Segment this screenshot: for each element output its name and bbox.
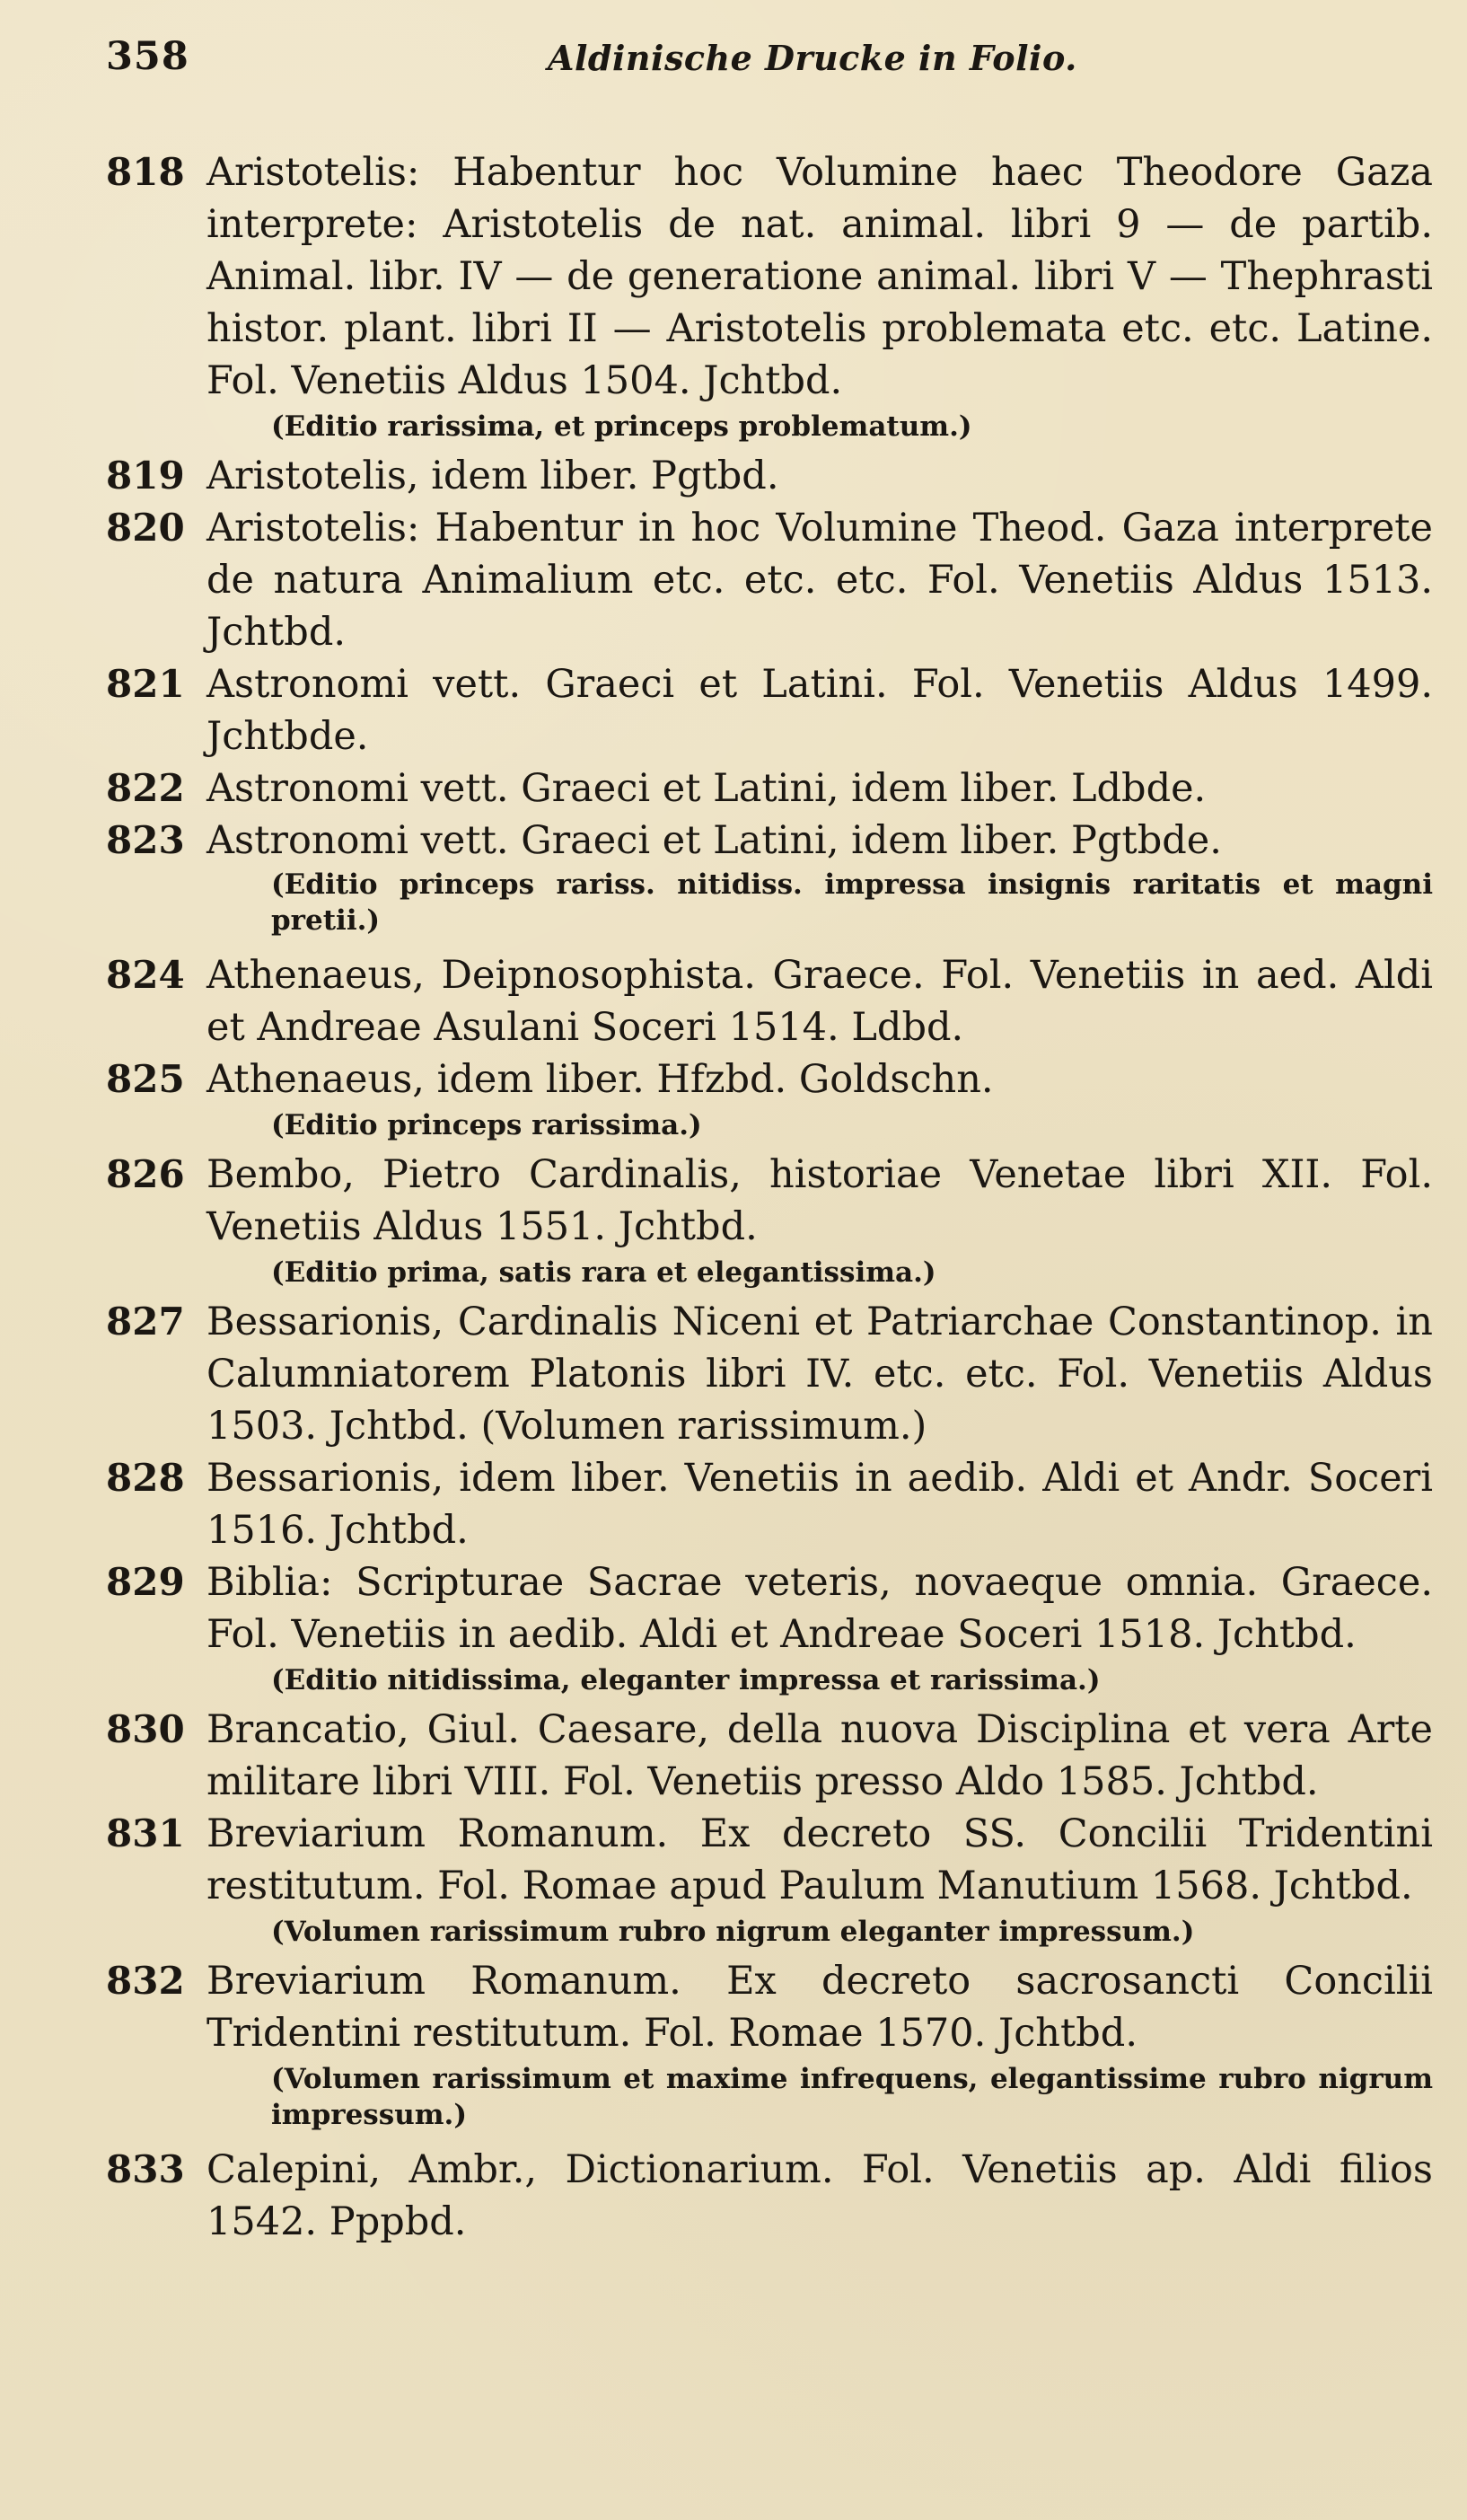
catalog-entry-833	[106, 2144, 1435, 2248]
entry-note: (Editio nitidissima, eleganter impressa et rarissima.)	[271, 1664, 1101, 1696]
entry-text: Breviarium Romanum. Ex decreto SS. Concilii Tridentini restitutum. Fol. Romae apud Paulum Manutium 1568. Jchtbd.	[206, 1811, 1433, 1908]
entry-number: 822	[106, 766, 185, 810]
entry-number: 821	[106, 662, 185, 706]
entry-note: (Volumen rarissimum et maxime infrequens, elegantissime rubro nigrum impressum.)	[271, 2063, 1433, 2131]
entry-text: Bessarionis, Cardinalis Niceni et Patriarchae Constantinop. in Calumniatorem Platonis libri IV. etc. etc. Fol. Venetiis Aldus 1503. Jchtbd. (Volumen rarissimum.)	[206, 1300, 1433, 1449]
catalog-entry-818	[106, 146, 1435, 450]
catalog-entry-822	[106, 762, 1435, 815]
catalog-entry-823	[106, 815, 1435, 944]
entry-number: 831	[106, 1811, 185, 1855]
entry-number: 833	[106, 2147, 185, 2191]
catalog-entry-828	[106, 1452, 1435, 1556]
entry-text: Aristotelis: Habentur hoc Volumine haec Theodore Gaza interprete: Aristotelis de nat. animal. libri 9 — de partib. Animal. libr. IV — de generatione animal. libri V — Thephrasti histor. plant. libri II — Aristotelis problemata etc. etc. Latine. Fol. Venetiis Aldus 1504. Jchtbd.	[206, 150, 1433, 403]
catalog-entry-830	[106, 1704, 1435, 1808]
catalog-entry-827	[106, 1296, 1435, 1452]
entry-number: 827	[106, 1300, 185, 1344]
catalog-entry-820	[106, 502, 1435, 658]
entry-number: 825	[106, 1057, 185, 1101]
catalog-entry-831	[106, 1808, 1435, 1955]
entry-number: 826	[106, 1152, 185, 1196]
entry-text: Breviarium Romanum. Ex decreto sacrosancti Concilii Tridentini restitutum. Fol. Romae 1570. Jchtbd.	[206, 1959, 1433, 2056]
entry-text: Bembo, Pietro Cardinalis, historiae Venetae libri XII. Fol. Venetiis Aldus 1551. Jchtbd.	[206, 1152, 1433, 1249]
catalog-entry-829	[106, 1556, 1435, 1704]
catalog-entry-832	[106, 1955, 1435, 2138]
catalog-entry-826	[106, 1149, 1435, 1296]
entry-number: 818	[106, 150, 185, 194]
entry-number: 823	[106, 818, 185, 862]
catalog-entry-821	[106, 658, 1435, 762]
entry-note: (Volumen rarissimum rubro nigrum eleganter impressum.)	[271, 1916, 1195, 1948]
entry-note: (Editio princeps rariss. nitidiss. impressa insignis raritatis et magni pretii.)	[271, 868, 1433, 937]
page-number: 358	[106, 34, 189, 79]
catalog-entry-825	[106, 1053, 1435, 1149]
running-title: Aldinische Drucke in Folio.	[548, 38, 1077, 78]
page-header	[106, 25, 1435, 95]
entry-text: Athenaeus, idem liber. Hfzbd. Goldschn.	[206, 1057, 994, 1102]
entry-number: 824	[106, 953, 185, 997]
entry-number: 820	[106, 506, 185, 550]
entry-text: Calepini, Ambr., Dictionarium. Fol. Venetiis ap. Aldi filios 1542. Pppbd.	[206, 2147, 1433, 2244]
entry-text: Aristotelis: Habentur in hoc Volumine Theod. Gaza interprete de natura Animalium etc. etc. etc. Fol. Venetiis Aldus 1513. Jchtbd.	[206, 506, 1433, 655]
entry-number: 819	[106, 454, 185, 498]
entry-text: Bessarionis, idem liber. Venetiis in aedib. Aldi et Andr. Soceri 1516. Jchtbd.	[206, 1456, 1433, 1553]
entry-number: 830	[106, 1707, 185, 1751]
catalog-entry-824	[106, 949, 1435, 1053]
entry-text: Astronomi vett. Graeci et Latini. Fol. Venetiis Aldus 1499. Jchtbde.	[206, 662, 1433, 759]
entry-text: Astronomi vett. Graeci et Latini, idem liber. Pgtbde.	[206, 818, 1222, 863]
entry-text: Brancatio, Giul. Caesare, della nuova Disciplina et vera Arte militare libri VIII. Fol. Venetiis presso Aldo 1585. Jchtbd.	[206, 1707, 1433, 1804]
entry-number: 828	[106, 1456, 185, 1500]
entry-text: Aristotelis, idem liber. Pgtbd.	[206, 454, 779, 498]
catalog-entry-list	[106, 146, 1435, 2248]
entry-note: (Editio rarissima, et princeps problematum.)	[271, 410, 972, 443]
entry-text: Athenaeus, Deipnosophista. Graece. Fol. Venetiis in aed. Aldi et Andreae Asulani Soceri 1514. Ldbd.	[206, 953, 1433, 1050]
entry-number: 829	[106, 1560, 185, 1604]
catalog-entry-819	[106, 450, 1435, 502]
entry-number: 832	[106, 1959, 185, 2003]
entry-text: Biblia: Scripturae Sacrae veteris, novaeque omnia. Graece. Fol. Venetiis in aedib. Aldi et Andreae Soceri 1518. Jchtbd.	[206, 1560, 1433, 1657]
entry-note: (Editio prima, satis rara et elegantissima.)	[271, 1256, 936, 1289]
entry-text: Astronomi vett. Graeci et Latini, idem liber. Ldbde.	[206, 766, 1207, 811]
entry-note: (Editio princeps rarissima.)	[271, 1109, 702, 1141]
